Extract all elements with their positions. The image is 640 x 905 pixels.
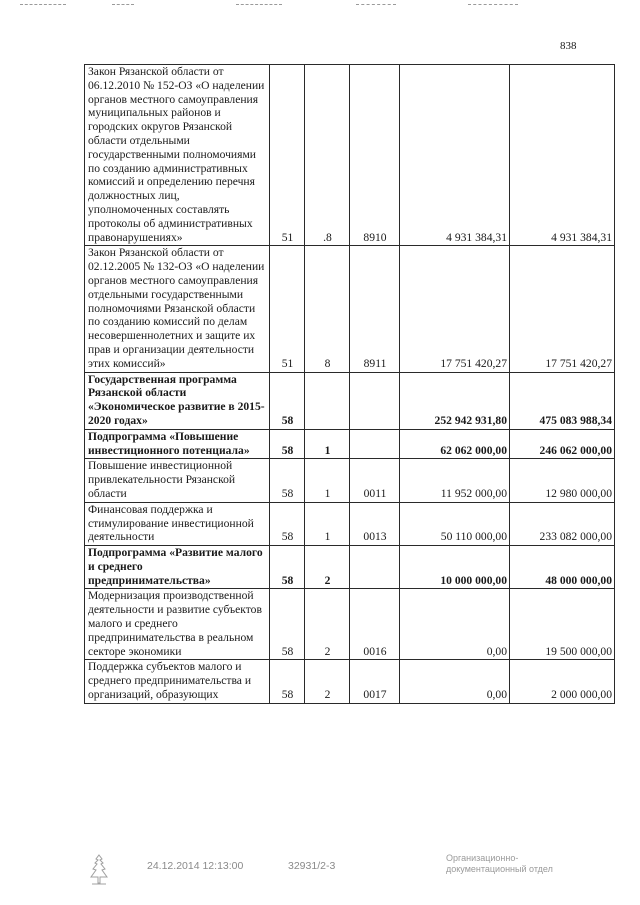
cell-sum1: 62 062 000,00	[400, 429, 510, 459]
table-row	[85, 246, 615, 372]
cell-name: Закон Рязанской области от 06.12.2010 № 152-ОЗ «О наделении органов местного самоуправления муниципальных районов и городских округов Рязанской области отдельными государственными полномочиями по созданию административных комиссий и определению перечня должностных лиц, уполномоченных составлять протоколы об административных правонарушениях»	[85, 65, 270, 246]
cell-code2: 8	[305, 246, 350, 372]
table-row	[85, 372, 615, 429]
cell-code1: 58	[270, 459, 305, 502]
cell-code3: 0013	[350, 502, 400, 545]
footer-doc-id: 32931/2-3	[288, 860, 336, 872]
cell-sum2: 475 083 988,34	[510, 372, 615, 429]
table-row	[85, 459, 615, 502]
cell-name: Модернизация производственной деятельности и развитие субъектов малого и среднего предпринимательства в реальном секторе экономики	[85, 589, 270, 660]
cell-code3: 0017	[350, 660, 400, 703]
cell-sum1: 17 751 420,27	[400, 246, 510, 372]
cell-code2: 1	[305, 429, 350, 459]
page-number: 838	[560, 40, 577, 52]
cell-code1: 51	[270, 65, 305, 246]
cell-sum2: 48 000 000,00	[510, 546, 615, 589]
footer-datetime: 24.12.2014 12:13:00	[147, 860, 244, 872]
cell-name: Подпрограмма «Развитие малого и среднего предпринимательства»	[85, 546, 270, 589]
cell-code1: 58	[270, 502, 305, 545]
cell-sum2: 233 082 000,00	[510, 502, 615, 545]
stamp-line-2: документационный отдел	[446, 864, 553, 874]
stamp-line-1: Организационно-	[446, 853, 519, 863]
cell-code3	[350, 372, 400, 429]
cell-name: Государственная программа Рязанской области «Экономическое развитие в 2015-2020 годах»	[85, 372, 270, 429]
cell-code1: 51	[270, 246, 305, 372]
table-row	[85, 502, 615, 545]
cell-code2	[305, 372, 350, 429]
cell-code3: 0016	[350, 589, 400, 660]
cell-code3	[350, 546, 400, 589]
cell-sum1: 0,00	[400, 660, 510, 703]
cell-sum2: 2 000 000,00	[510, 660, 615, 703]
cell-sum2: 12 980 000,00	[510, 459, 615, 502]
cell-sum2: 4 931 384,31	[510, 65, 615, 246]
cell-name: Поддержка субъектов малого и среднего предпринимательства и организаций, образующих	[85, 660, 270, 703]
table-row	[85, 65, 615, 246]
cell-code2: 1	[305, 502, 350, 545]
cell-code2: 2	[305, 589, 350, 660]
cell-name: Закон Рязанской области от 02.12.2005 № 132-ОЗ «О наделении органов местного самоуправления отдельными государственными полномочиями Рязанской области по созданию комиссий по делам несовершеннолетних и защите их прав и организации деятельности этих комиссий»	[85, 246, 270, 372]
cell-name: Финансовая поддержка и стимулирование инвестиционной деятельности	[85, 502, 270, 545]
cell-code2: 2	[305, 660, 350, 703]
cell-name: Повышение инвестиционной привлекательности Рязанской области	[85, 459, 270, 502]
cell-code3	[350, 429, 400, 459]
cell-code2: .8	[305, 65, 350, 246]
cell-code2: 1	[305, 459, 350, 502]
cell-code1: 58	[270, 546, 305, 589]
cell-sum1: 10 000 000,00	[400, 546, 510, 589]
budget-table	[84, 64, 615, 704]
cell-code3: 0011	[350, 459, 400, 502]
cell-sum1: 11 952 000,00	[400, 459, 510, 502]
cell-code1: 58	[270, 372, 305, 429]
cell-code2: 2	[305, 546, 350, 589]
cell-sum2: 246 062 000,00	[510, 429, 615, 459]
cell-code3: 8910	[350, 65, 400, 246]
table-row	[85, 589, 615, 660]
cell-code1: 58	[270, 660, 305, 703]
cell-sum1: 4 931 384,31	[400, 65, 510, 246]
cell-sum1: 252 942 931,80	[400, 372, 510, 429]
table-row	[85, 429, 615, 459]
table-row	[85, 660, 615, 703]
cell-sum2: 17 751 420,27	[510, 246, 615, 372]
cell-code3: 8911	[350, 246, 400, 372]
department-stamp	[446, 853, 553, 875]
cell-code1: 58	[270, 589, 305, 660]
table-row	[85, 546, 615, 589]
cell-name: Подпрограмма «Повышение инвестиционного потенциала»	[85, 429, 270, 459]
cell-sum1: 0,00	[400, 589, 510, 660]
top-scan-marks	[0, 4, 640, 10]
cell-sum2: 19 500 000,00	[510, 589, 615, 660]
cell-sum1: 50 110 000,00	[400, 502, 510, 545]
coat-of-arms-icon	[88, 853, 110, 887]
cell-code1: 58	[270, 429, 305, 459]
